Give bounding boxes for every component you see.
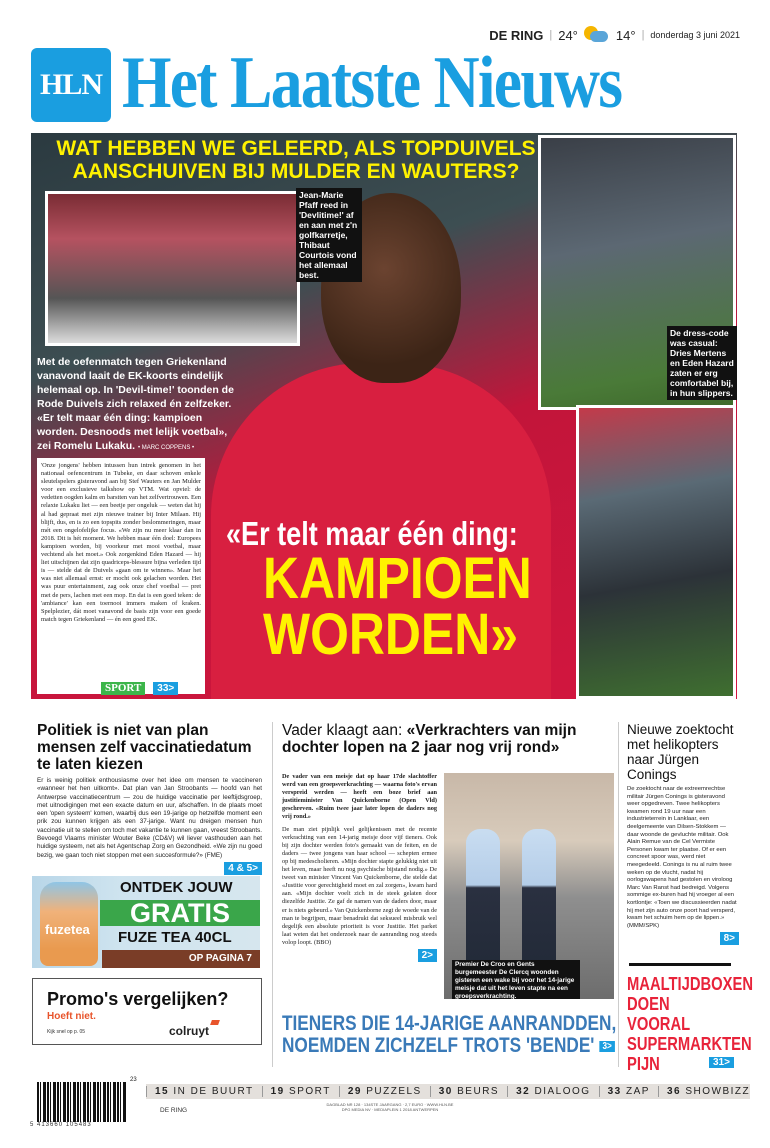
ad-subtitle: Hoeft niet. xyxy=(47,1011,96,1022)
headline-line-2: NOEMDEN ZICHZELF TROTS 'BENDE' 3> xyxy=(282,1035,553,1057)
temp-low: 14° xyxy=(615,27,636,43)
article-headline[interactable]: Politiek is niet van plan mensen zelf vaccinatiedatum te laten kiezen xyxy=(37,722,252,773)
barcode xyxy=(37,1082,127,1122)
vigil-photo xyxy=(444,773,614,999)
hero-story[interactable] xyxy=(31,133,737,699)
article-body: De zoektocht naar de extreemrechtse militair Jürgen Conings is gisteravond weer opgedreven. Twee helikopters kwamen rond 19 uur naar een industrieterrein in Lanklaar, een deelgemeente van Dilsen-Stokkem — daar woonde de gevluchte militair. Ook Alain Remue van de Cel Vermiste Personen kwam ter plaatse. Of er een concreet spoor was, werd niet meegedeeld. Conings is nu al ruim twee weken op de vlucht, nadat hij oorlogswapens had gestolen en viroloog Marc Van Ranst had bedreigd. Volgens sommige ex-buren had hij vroeger al een kortlontje: «Toen we discussieerden nadat hij met zijn auto onze poort had versperd, kwam het schuim hem op de lippen.» (MMM/SPK) xyxy=(627,786,737,929)
separator: | xyxy=(641,29,645,41)
ad-line-1: ONTDEK JOUW xyxy=(120,879,233,896)
section-link[interactable]: 30 BEURS xyxy=(430,1086,507,1097)
person-figure xyxy=(466,829,500,969)
quote-line-2: WORDEN» xyxy=(263,602,518,667)
ad-line-4: OP PAGINA 7 xyxy=(102,950,260,968)
barcode-number: 5 413660 105483 xyxy=(30,1122,92,1128)
teens-headline[interactable] xyxy=(282,1012,617,1057)
headline-line-1: TIENERS DIE 14-JARIGE AANRANDDEN, xyxy=(282,1012,617,1035)
hln-logo[interactable]: HLN xyxy=(31,48,111,122)
hero-article-body: 'Onze jongens' hebben intussen hun intrek genomen in het nationaal oefencentrum in Tubeke, en daar schoven enkele sleutelspelers gisteravond aan bij Stef Wauters en Jan Mulder voor een exclusieve talkshow op VTM. Wat opviel: de vedetten oogden kalm en barstten van het zelfvertrouwen. Een relaxte Lukaku liet — een beetje per ongeluk — weten dat hij al had gepraat met zijn nieuwe trainer bij Inter Milaan. Hij blijft, dus, en is zo een topspits zonder beslommeringen, maar mét een ongelofelijke focus. «We zijn nu meer klaar dan in 2018. Dit is hét moment. We hebben maar één doel: Europees kampioen worden, bij voorkeur met mooi voetbal, maar vechtend als het moet.» Ook zorgenkind Eden Hazard — hij liet uitschijnen dat zijn quadriceps-blessure bijna verleden tijd is — stelde dat de Duivels «gaan om te winnen». Maar het was niet allemaal ernst: er mocht ook gelachen worden. Het was puur entertainment, zag ook onze chef voetbal — pret met de pers, lachen met een mop. En dat is een goed teken: de 'ambiance' kan een toernooi immers maken of kraken. Spelplezier, dát moet vanavond de basis zijn voor een goede match tegen Griekenland — én een goed EK. xyxy=(37,458,205,694)
headline-quote: «Verkrachters van mijn dochter lopen na 2 jaar nog vrij rond» xyxy=(282,722,577,756)
separator: | xyxy=(549,29,553,41)
ad-line-2: GRATIS xyxy=(100,900,260,926)
quote-line-1: KAMPIOEN xyxy=(263,546,532,611)
temp-high: 24° xyxy=(558,27,578,43)
section-link[interactable]: 36 SHOWBIZZ xyxy=(658,1086,758,1097)
colruyt-logo: colruyt xyxy=(169,1024,210,1038)
quote-main xyxy=(263,546,532,667)
section-link[interactable]: 19 SPORT xyxy=(262,1086,339,1097)
hero-intro xyxy=(37,355,235,455)
section-link[interactable]: 29 PUZZELS xyxy=(339,1086,430,1097)
page-ref-badge[interactable]: 31> xyxy=(709,1057,734,1068)
region-label: DE RING xyxy=(489,27,544,43)
player-seated-photo xyxy=(576,405,736,699)
section-link[interactable]: 32 DIALOOG xyxy=(507,1086,598,1097)
barcode-addon: 23 xyxy=(130,1077,137,1083)
section-link[interactable]: 33 ZAP xyxy=(599,1086,658,1097)
quote-intro: «Er telt maar één ding: xyxy=(226,515,518,552)
page-ref-badge[interactable]: 3> xyxy=(599,1041,615,1052)
column-divider xyxy=(618,722,619,1067)
section-index-bar xyxy=(146,1084,750,1099)
issue-date: donderdag 3 juni 2021 xyxy=(650,30,740,40)
page-ref-badge[interactable]: 4 & 5> xyxy=(224,862,262,875)
footer-region: DE RING xyxy=(160,1107,188,1114)
sport-section-ref[interactable] xyxy=(101,682,178,695)
rape-article-headline-block[interactable] xyxy=(282,722,612,756)
mealbox-page-ref[interactable] xyxy=(709,1052,734,1070)
headline-prefix: Vader klaagt aan: xyxy=(282,722,407,739)
column-divider xyxy=(272,722,273,1067)
sport-label: SPORT xyxy=(101,682,145,695)
fuzetea-ad[interactable] xyxy=(32,876,260,968)
article-lead: De vader van een meisje dat op haar 17de slachtoffer werd van een groepsverkrachting — waarna foto's ervan verspreid werden — heeft een boze brief aan justitieminister Van Quickenborne (Open Vld) geschreven. «Ruim twee jaar later lopen de daders nog vrij rond.» xyxy=(282,773,437,821)
page-ref-badge[interactable]: 8> xyxy=(720,932,739,945)
mealbox-headline[interactable]: MAALTIJDBOXEN DOEN VOORAL SUPERMARKTEN PIJN xyxy=(627,974,754,1074)
article-body: De man ziet pijnlijk veel gelijkenissen met de recente verkrachting van een 14-jarig meisje door vijf tieners. Ook bij zijn dochter werden foto's gemaakt van de feiten, en de daders — twee jongens van haar school — schepten ermee op bij medescholieren. «Mijn dochter stapte gelukkig niet uit het leven, maar heeft nu nog psychische bijstand nodig.» De tweet van minister Vincent Van Quickenborne, die stelde dat «Justitie voor gerechtigheid moet en zal zorgen», kwam hard aan. «Mijn dochter voelt zich in de steek gelaten door diezelfde Justitie. Ze gaf de namen van de daders door, maar er is niets gebeurd.» Van Quickenborne zegt de woede van de man te begrijpen, maar benadrukt dat seksueel misbruik wel degelijk een absolute prioriteit is voor Justitie. Het parket laat weten dat het onderzoek naar de aanranding nog steeds volop loopt. (BBO) xyxy=(282,825,437,946)
colruyt-ad[interactable] xyxy=(32,978,262,1045)
page-ref-badge[interactable]: 2> xyxy=(418,949,437,962)
imprint: DAGBLAD NR 128 · 134STE JAARGANG · 2,7 EURO · WWW.HLN.BE DPG MEDIA NV · MEDIAPLEIN 1 2018 ANTWERPEN xyxy=(326,1102,454,1112)
person-figure xyxy=(522,829,556,969)
photo-caption-pfaff: Jean-Marie Pfaff reed in 'Devlitime!' af en aan met z'n golfkarretje, Thibaut Courtois vond het allemaal best. xyxy=(296,188,362,282)
article-body: Er is weinig politiek enthousiasme over het idee om mensen te vaccineren «wanneer het hen uitkomt». Dat plan van Jan Stroobants — hoofd van het Antwerpse vaccinatiecentrum — zou de huidige vaccinatie per leeftijdsgroep, met uitnodigingen met een exacte datum en uur, afschaffen. In de plaats moet een 'open systeem' komen, waarbij dus een 19-jarige op hetzelfde moment een prik zou kunnen krijgen als een 37-jarige. Want nu dreigen mensen hun vaccinatie uit te stellen om toch met vakantie te kunnen gaan, vreest Stroobants. Bevoegd Vlaams minister Wouter Beke (CD&V) wil liever vasthouden aan het huidige systeem, net als het Agentschap Zorg en Gezondheid. «We zijn nu goed bezig, we gaan toch niet stoppen met een succesformule?» (FME) xyxy=(37,777,262,859)
newspaper-title: Het Laatste Nieuws xyxy=(122,42,622,124)
ad-small-print: Kijk snel op p. 05 xyxy=(47,1029,86,1035)
article-headline[interactable]: Nieuwe zoektocht met helikopters naar Jürgen Conings xyxy=(627,722,734,782)
rape-article-body xyxy=(282,773,437,962)
article-headline[interactable] xyxy=(282,722,612,756)
byline: • MARC COPPENS • xyxy=(137,445,195,451)
ad-line-3: FUZE TEA 40CL xyxy=(118,929,232,946)
conings-article[interactable] xyxy=(627,722,739,945)
fuze-brand: fuzetea xyxy=(45,922,90,937)
colruyt-flag-icon xyxy=(210,1020,220,1025)
ad-title: Promo's vergelijken? xyxy=(47,989,229,1009)
hero-headline[interactable]: WAT HEBBEN WE GELEERD, ALS TOPDUIVELS AANSCHUIVEN BIJ MULDER EN WAUTERS? xyxy=(56,137,536,183)
photo-caption: Premier De Croo en Gents burgemeester De Clercq woonden gisteren een wake bij voor het 14-jarige meisje dat uit het leven stapte na een groepsverkrachting. xyxy=(452,960,580,999)
section-divider xyxy=(629,963,731,966)
hero-intro-text: Met de oefenmatch tegen Griekenland vanavond laait de EK-koorts eindelijk helemaal op. In 'Devil-time!' toonden de Rode Duivels zich relaxed én zelfzeker. «Er telt maar één ding: kampioen worden. Desnoods met lelijk voetbal», zei Romelu Lukaku. xyxy=(37,356,234,452)
vaccination-article[interactable] xyxy=(37,722,262,875)
page-ref-badge[interactable]: 33> xyxy=(153,682,178,695)
photo-caption-dresscode: De dress-code was casual: Dries Mertens en Eden Hazard zaten er erg comfortabel bij, in hun slippers. xyxy=(667,326,737,400)
section-link[interactable]: 15 IN DE BUURT xyxy=(146,1086,262,1097)
